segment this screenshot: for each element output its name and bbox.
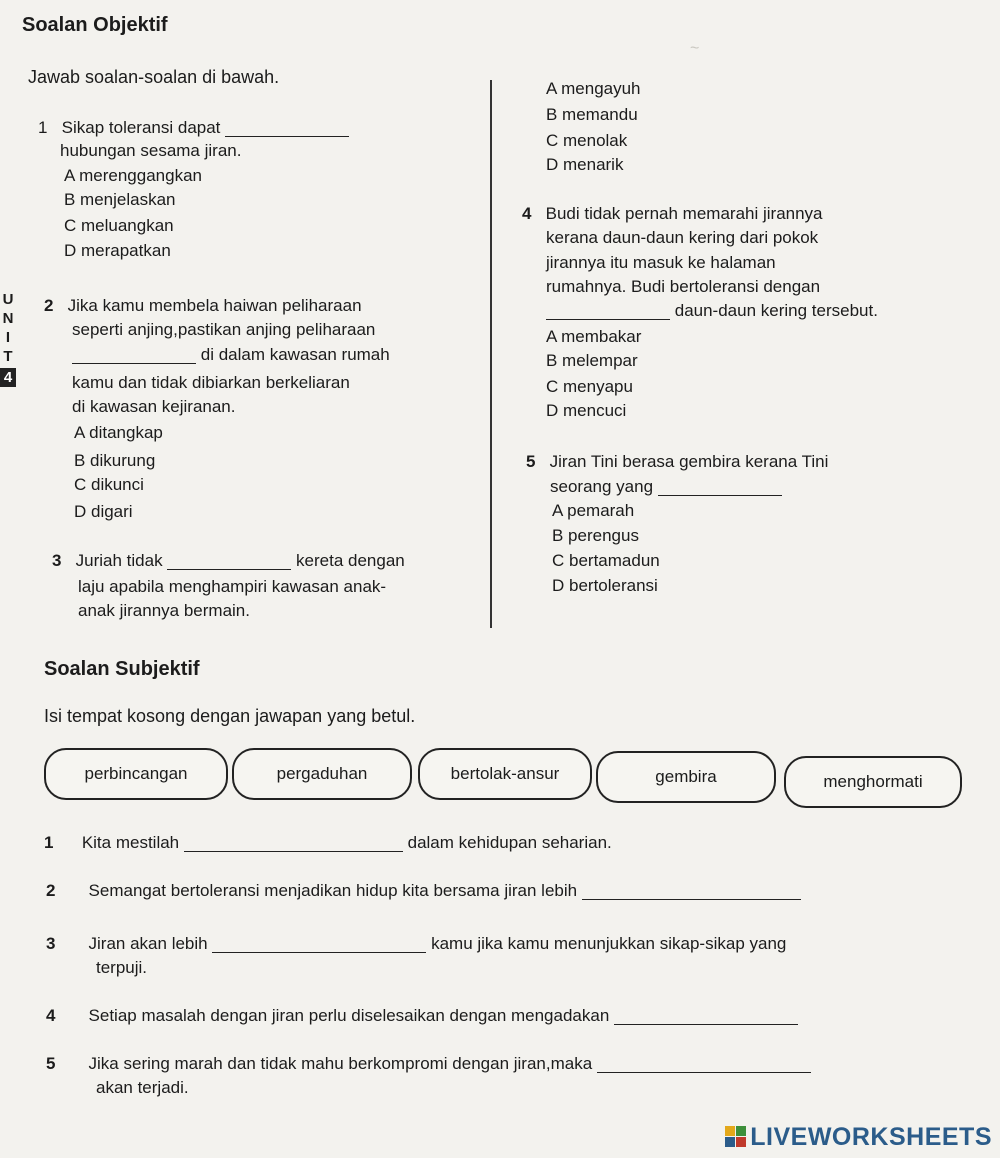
option-c[interactable]: C menyapu	[546, 377, 633, 396]
question-text: Kita mestilah	[81, 833, 180, 852]
question-5	[526, 451, 828, 473]
answer-blank-input[interactable]	[658, 479, 782, 496]
question-3	[52, 550, 405, 572]
question-text: Semangat bertoleransi menjadikan hidup kita bersama jiran lebih	[88, 881, 578, 900]
question-text: Jiran Tini berasa gembira kerana Tini	[549, 452, 829, 471]
option-c[interactable]: C menolak	[546, 131, 628, 150]
unit-sidebar-tab	[0, 290, 16, 387]
option-b[interactable]: B melempar	[546, 351, 638, 370]
answer-blank-input[interactable]	[72, 347, 196, 364]
question-number: 3	[52, 551, 62, 570]
question-text: kamu dan tidak dibiarkan berkeliaran	[72, 373, 350, 392]
word-bank-item[interactable]: menghormati	[784, 756, 962, 808]
question-number: 2	[44, 296, 54, 315]
question-text: dalam kehidupan seharian.	[407, 833, 612, 852]
word-bank-item[interactable]: gembira	[596, 751, 776, 803]
question-text: Budi tidak pernah memarahi jirannya	[545, 204, 823, 223]
question-text: kereta dengan	[296, 551, 405, 570]
column-divider	[490, 80, 492, 628]
question-number: 4	[46, 1006, 56, 1025]
question-text: Juriah tidak	[75, 551, 163, 570]
question-number: 1	[44, 833, 54, 852]
question-text: Jika sering marah dan tidak mahu berkompromi dengan jiran,maka	[88, 1054, 593, 1073]
question-line	[550, 476, 782, 498]
objective-instruction: Jawab soalan-soalan di bawah.	[28, 67, 280, 87]
question-number: 2	[46, 881, 56, 900]
word-bank-item[interactable]: bertolak-ansur	[418, 748, 592, 800]
answer-blank-input[interactable]	[225, 120, 349, 137]
question-text: seorang yang	[550, 477, 654, 496]
option-b[interactable]: B memandu	[546, 105, 638, 124]
question-1	[38, 117, 349, 139]
subjective-question-1	[44, 832, 612, 854]
question-number: 5	[46, 1054, 56, 1073]
option-d[interactable]: D bertoleransi	[552, 576, 658, 595]
question-number: 3	[46, 934, 56, 953]
question-text: seperti anjing,pastikan anjing peliharaan	[72, 320, 376, 339]
sidebar-letter: I	[5, 329, 11, 346]
brand-name: LIVEWORKSHEETS	[750, 1123, 992, 1151]
question-text: Sikap toleransi dapat	[61, 118, 221, 137]
question-number: 5	[526, 452, 536, 471]
question-line	[72, 344, 390, 366]
subjective-question-2	[46, 880, 801, 902]
question-text: terpuji.	[96, 958, 148, 977]
answer-blank-input[interactable]	[184, 835, 403, 852]
question-2	[44, 295, 362, 317]
option-a[interactable]: A ditangkap	[74, 423, 163, 442]
question-text: laju apabila menghampiri kawasan anak-	[78, 577, 387, 596]
subjective-question-3	[46, 933, 786, 955]
word-bank-item[interactable]: pergaduhan	[232, 748, 412, 800]
question-text: hubungan sesama jiran.	[60, 141, 242, 160]
question-text: anak jirannya bermain.	[78, 601, 250, 620]
option-d[interactable]: D merapatkan	[64, 241, 171, 260]
sidebar-letter: T	[3, 348, 13, 365]
option-a[interactable]: A pemarah	[552, 501, 635, 520]
answer-blank-input[interactable]	[167, 553, 291, 570]
subjective-instruction: Isi tempat kosong dengan jawapan yang betul.	[44, 706, 416, 726]
option-b[interactable]: B dikurung	[74, 451, 156, 470]
question-number: 4	[522, 204, 532, 223]
section-heading-objective: Soalan Objektif	[22, 14, 168, 36]
answer-blank-input[interactable]	[597, 1056, 811, 1073]
liveworksheets-icon	[725, 1126, 747, 1148]
subjective-question-4	[46, 1005, 798, 1027]
question-text: di dalam kawasan rumah	[200, 345, 390, 364]
question-text: jirannya itu masuk ke halaman	[546, 253, 776, 272]
question-text: rumahnya. Budi bertoleransi dengan	[546, 277, 821, 296]
question-text: Jiran akan lebih	[88, 934, 208, 953]
option-a[interactable]: A mengayuh	[546, 79, 641, 98]
option-a[interactable]: A membakar	[546, 327, 642, 346]
section-heading-subjective: Soalan Subjektif	[44, 658, 200, 680]
option-d[interactable]: D mencuci	[546, 401, 627, 420]
sidebar-unit-number: 4	[0, 368, 16, 387]
answer-blank-input[interactable]	[546, 303, 670, 320]
answer-blank-input[interactable]	[614, 1008, 798, 1025]
bleed-through-text: ~	[690, 40, 700, 57]
question-4	[522, 203, 823, 225]
liveworksheets-logo	[725, 1123, 992, 1152]
option-b[interactable]: B menjelaskan	[64, 190, 176, 209]
answer-blank-input[interactable]	[212, 936, 426, 953]
option-a[interactable]: A merenggangkan	[64, 166, 202, 185]
sidebar-letter: U	[2, 291, 14, 308]
question-text: akan terjadi.	[96, 1078, 189, 1097]
option-d[interactable]: D digari	[74, 502, 133, 521]
option-d[interactable]: D menarik	[546, 155, 624, 174]
option-b[interactable]: B perengus	[552, 526, 639, 545]
answer-blank-input[interactable]	[582, 883, 801, 900]
question-text: kamu jika kamu menunjukkan sikap-sikap yang	[431, 934, 787, 953]
option-c[interactable]: C dikunci	[74, 475, 144, 494]
word-bank-item[interactable]: perbincangan	[44, 748, 228, 800]
question-text: kerana daun-daun kering dari pokok	[546, 228, 819, 247]
question-text: Setiap masalah dengan jiran perlu diselesaikan dengan mengadakan	[88, 1006, 610, 1025]
subjective-question-5	[46, 1053, 811, 1075]
question-text: Jika kamu membela haiwan peliharaan	[67, 296, 362, 315]
question-line	[546, 300, 878, 322]
question-text: di kawasan kejiranan.	[72, 397, 236, 416]
option-c[interactable]: C bertamadun	[552, 551, 660, 570]
question-text: daun-daun kering tersebut.	[674, 301, 878, 320]
question-number: 1	[38, 118, 48, 137]
option-c[interactable]: C meluangkan	[64, 216, 174, 235]
sidebar-letter: N	[2, 310, 14, 327]
